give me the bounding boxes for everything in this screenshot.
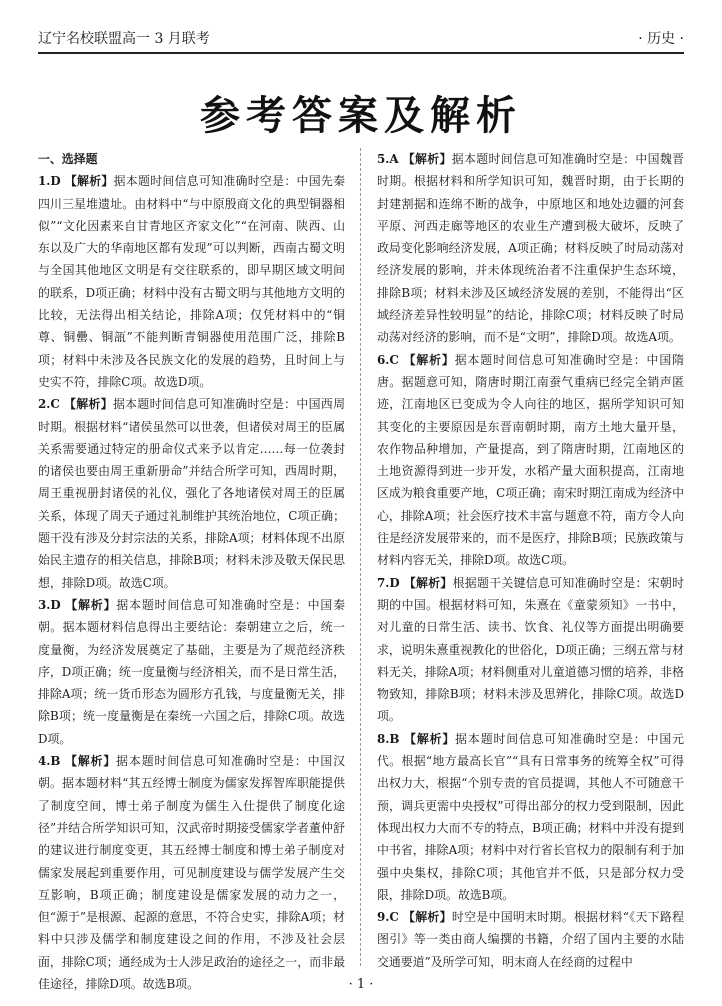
exam-name: 辽宁名校联盟高一 3 月联考 [38,31,210,47]
analysis-text: 根据题干关键信息可知准确时空是：宋朝时期的中国。根据材料可知，朱熹在《童蒙须知》一书中，对儿童的日常生活、读书、饮食、礼仪等方面提出明确要求，说明朱熹重视教化的世俗化，D项正确；三纲五常与材料无关，排除A项；材料侧重对儿童道德习惯的培养，非格物致知，排除B项；材料未涉及思辨化，排除C项。故选D项。 [377,575,684,724]
answer-number: 5.A [377,152,399,166]
analysis-tag: 【解析】 [64,174,114,189]
analysis-text: 时空是中国明末时期。根据材料“《天下路程图引》等一类由商人编撰的书籍，介绍了国内主要的水陆交通要道”及所学可知，明末商人在经商的过程中 [377,910,684,969]
answer-item [377,148,684,349]
answer-item [38,393,345,594]
analysis-tag: 【解析】 [402,152,452,166]
left-answer-list [38,170,345,995]
answer-number: 2.C [38,397,60,412]
answer-columns [38,148,684,991]
analysis-tag: 【解析】 [403,575,453,590]
answer-item [38,750,345,995]
analysis-text: 据本题时间信息可知准确时空是：中国隋唐。据题意可知，隋唐时期江南蚕气重病已经完全销声匿迹，江南地区已变成为令人向往的地区，据所学知识可知其变化的主要原因是东晋南朝时期，南方土地大量开垦，农作物品种增加，产量提高，到了隋唐时期，江南地区的土地资源得到进一步开发，水稻产量大面积提高，江南地区成为粮食重要产地，C项正确；南宋时期江南成为经济中心，排除A项；社会医疗技术丰富与题意不符，南方令人向往是经济发展带来的，而不是医疗，排除B项；民族政策与材料内容无关，排除D项。故选C项。 [377,352,684,568]
analysis-text: 据本题时间信息可知准确时空是：中国魏晋时期。根据材料和所学知识可知，魏晋时期，由于长期的封建割据和连绵不断的战争，中原地区和地处边疆的河套平原、河西走廊等地区的农业生产遭到极大破坏，反映了政局变化影响经济发展，A项正确；材料反映了时局动荡对经济发展的影响，并未体现统治者不注重保护生态环境，排除B项；材料未涉及区域经济发展的差别，不能得出“区域经济差异性较明显”的结论，排除C项；材料反映了时局动荡对经济的影响，而不是“文明”，排除D项。故选A项。 [377,152,684,345]
subject-label: · 历史 · [638,31,684,47]
analysis-tag: 【解析】 [64,397,113,412]
right-answer-list [377,148,684,973]
analysis-tag: 【解析】 [403,910,452,925]
answer-number: 9.C [377,910,399,925]
answer-number: 1.D [38,174,61,189]
answer-number: 7.D [377,575,400,590]
analysis-tag: 【解析】 [65,754,117,769]
analysis-text: 据本题时间信息可知准确时空是：中国元代。根据“地方最高长官”“具有日常事务的统筹全权”可得出权力大，根据“个别专责的官员提调，其他人不可随意干预，调兵更需中央授权”可得出部分的权力受到限制，因此体现出权力大而不专的特点，B项正确；材料中并没有提到中书省，排除A项；材料中对行省长官权力的限制有利于加强中央集权，排除C项；其他官并不低，只是部分权力受限，排除D项。故选B项。 [377,731,684,902]
answer-number: 8.B [377,731,400,746]
analysis-tag: 【解析】 [403,352,455,367]
column-divider [360,148,361,966]
page-title: 参考答案及解析 [200,93,522,139]
analysis-text: 据本题时间信息可知准确时空是：中国秦朝。据本题材料信息得出主要结论：秦朝建立之后，统一度量衡，为经济发展奠定了基础，主要是为了规范经济秩序，D项正确；统一度量衡与经济相关，而不是日常生活，排除A项；统一货币形态为圆形方孔钱，与度量衡无关，排除B项；统一度量衡是在秦统一六国之后，排除C项。故选D项。 [38,597,345,746]
answer-number: 6.C [377,352,399,367]
answer-number: 4.B [38,754,61,769]
left-column [38,148,345,991]
right-column [377,148,684,969]
analysis-text: 据本题时间信息可知准确时空是：中国先秦四川三星堆遗址。由材料中“与中原殷商文化的典型铜器相似”“文化因素来自甘青地区齐家文化”“在河南、陕西、山东以及广大的华南地区都有发现”可以判断，西南古蜀文明与全国其他地区文明是有交往联系的，即早期区域文明间的联系，D项正确；材料中没有古蜀文明与其他地方文明的比较，无法得出相关结论，排除A项；仅凭材料中的“铜尊、铜罍、铜瓿”不能判断青铜器使用范围广泛，排除B项；材料中未涉及各民族文化的发展的趋势，且时间上与史实不符，排除C项。故选D项。 [38,174,345,389]
answer-item [377,349,684,572]
analysis-text: 据本题时间信息可知准确时空是：中国汉朝。据本题材料“其五经博士制度为儒家发挥智库职能提供了制度空间，博士弟子制度为儒生入仕提供了制度化途径”并结合所学知识可知，汉武帝时期接受儒家学者董仲舒的建议进行制度变更，其五经博士制度和博士弟子制度对儒家发展起到重要作用，可见制度建设与儒学发展产生交互影响，B项正确；制度建设是儒家发展的动力之一，但“源于”是根源、起源的意思，不符合史实，排除A项；材料中只涉及儒学和制度建设之间的作用，不涉及社会层面，排除C项；通经成为士人涉足政治的途径之一，而非最佳途径，排除D项。故选B项。 [38,754,345,991]
answer-item [38,594,345,750]
page-header [38,24,684,54]
answer-item [377,572,684,728]
answer-item [377,906,684,973]
section-heading: 一、选择题 [38,152,98,166]
answer-item [377,728,684,906]
answer-item [38,170,345,393]
page-number: · 1 · [348,977,374,992]
answer-number: 3.D [38,597,61,612]
analysis-text: 据本题时间信息可知准确时空是：中国西周时期。根据材料“诸侯虽然可以世袭，但诸侯对周王的臣属关系需要通过特定的册命仪式来予以肯定……每一位袭封的诸侯也要由周王重新册命”并结合所学可知，西周时期，周王重视册封诸侯的礼仪，强化了各地诸侯对周王的臣属关系，体现了周天子通过礼制维护其统治地位，C项正确；题干没有涉及分封宗法的关系，排除A项；材料体现不出原始民主遗存的相关信息，排除B项；材料未涉及敬天保民思想，排除D项。故选C项。 [38,397,345,590]
analysis-tag: 【解析】 [65,597,117,612]
analysis-tag: 【解析】 [404,731,456,746]
